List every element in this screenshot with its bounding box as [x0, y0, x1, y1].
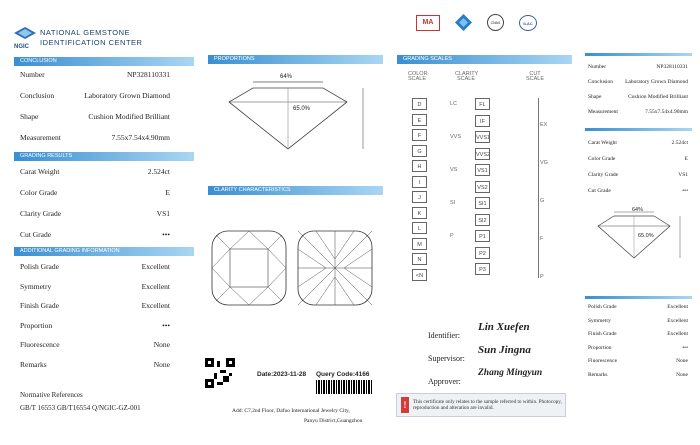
grade-row [20, 167, 170, 188]
cut-grade-label: P [540, 274, 544, 280]
summary-grades [588, 140, 688, 204]
row-value: Cushion Modified Brilliant [628, 94, 688, 100]
sig-role: Supervisor: [428, 354, 465, 363]
summary-top-rule [585, 53, 692, 56]
conclusion-row [20, 70, 170, 91]
color-grade-cell: I [412, 176, 427, 188]
grading-results-header: GRADING RESULTS [14, 152, 194, 161]
summary-row [588, 94, 688, 109]
row-value: Laboratory Grown Diamond [84, 91, 170, 100]
depth-pct: 65.0% [293, 106, 311, 112]
proportions-header: PROPORTIONS [208, 55, 383, 64]
summary-row [588, 109, 688, 124]
row-label: Remarks [588, 371, 608, 378]
additional-info-header: ADDITIONAL GRADING INFORMATION [14, 247, 194, 256]
summary-row [588, 156, 688, 172]
clarity-scale [450, 98, 495, 283]
row-value: 7.55x7.54x4.90mm [111, 133, 170, 142]
row-label: Finish Grade [588, 331, 617, 337]
info-row [20, 301, 170, 321]
clarity-grade-cell: P3 [475, 263, 490, 275]
row-label: Fluorescence [588, 358, 618, 364]
cut-grade-label: EX [540, 122, 548, 128]
row-label: Fluorescence [20, 340, 60, 349]
color-grade-cell: F [412, 129, 427, 141]
row-value: ••• [682, 344, 688, 351]
clarity-grade-cell: P1 [475, 230, 490, 242]
conclusion-row [20, 112, 170, 133]
row-label: Clarity Grade [588, 172, 619, 178]
summary-depth-pct: 65.0% [638, 233, 654, 239]
normative-title: Normative References [20, 391, 83, 399]
info-row [20, 282, 170, 302]
sig-supervisor: Sun Jingna [478, 344, 531, 356]
signature-row [428, 371, 461, 389]
summary-table-pct: 64% [632, 207, 644, 213]
color-grade-cell: K [412, 207, 427, 219]
info-row [20, 262, 170, 282]
summary-row [588, 304, 688, 318]
org-name-line2: IDENTIFICATION CENTER [40, 38, 143, 47]
color-grade-cell: L [412, 222, 427, 234]
info-row [20, 360, 170, 380]
color-grade-cell: H [412, 160, 427, 172]
row-value: E [165, 188, 170, 197]
clarity-grade-cell: SI1 [475, 197, 490, 209]
diamond-badge-icon [455, 14, 472, 31]
summary-row [588, 372, 688, 386]
pavilion-plot [296, 229, 374, 312]
summary-row [588, 64, 688, 79]
clarity-group-label: VVS [450, 134, 462, 140]
row-value: 2.524ct [147, 167, 170, 176]
row-value: ••• [162, 230, 170, 239]
disclaimer-box [396, 393, 566, 417]
summary-row [588, 345, 688, 359]
summary-row [588, 318, 688, 332]
summary-proportions-diagram [592, 206, 687, 266]
sig-approver: Zhang Mingyun [478, 368, 543, 378]
row-value: Cushion Modified Brilliant [88, 112, 170, 121]
clarity-grade-cell: SI2 [475, 214, 490, 226]
row-label: Cut Grade [588, 188, 611, 194]
issue-date: Date:2023-11-28 [257, 371, 307, 378]
row-label: Polish Grade [588, 304, 617, 310]
row-label: Polish Grade [20, 262, 59, 271]
row-label: Cut Grade [20, 230, 52, 239]
row-label: Clarity Grade [20, 209, 62, 218]
clarity-grade-cell: VVS1 [475, 131, 490, 143]
row-label: Symmetry [588, 317, 611, 324]
table-pct: 64% [280, 74, 293, 80]
address-line1: Add: C7,2nd Floor, Dafuo International Jewelry City, [232, 408, 350, 414]
row-value: VS1 [156, 209, 170, 218]
address-line2: Panyu District,Guangzhou [304, 418, 363, 424]
row-label: Carat Weight [588, 140, 617, 146]
clarity-characteristics-header: CLARITY CHARACTERISTICS [208, 186, 383, 195]
color-grade-cell: <N [412, 269, 427, 281]
row-value: E [684, 156, 688, 162]
org-name-line1: NATIONAL GEMSTONE [40, 28, 131, 37]
crown-plot [210, 229, 288, 312]
signature-row [428, 348, 465, 366]
color-scale [412, 98, 434, 283]
row-label: Conclusion [20, 91, 55, 100]
qr-code [205, 358, 235, 388]
row-label: Proportion [20, 320, 53, 330]
cut-grade-label: F [540, 236, 544, 242]
info-row [20, 321, 170, 341]
warning-icon: ! [401, 397, 409, 413]
cut-scale-title: CUT SCALE [525, 71, 545, 82]
color-scale-title: COLOR SCALE [408, 71, 428, 82]
row-label: Measurement [588, 109, 618, 115]
row-value: Laboratory Grown Diamond [625, 79, 688, 85]
logo-text: NGIC [14, 44, 29, 50]
row-value: None [153, 359, 170, 369]
color-grade-cell: N [412, 253, 427, 265]
row-value: Excellent [667, 317, 688, 324]
row-value: None [676, 358, 688, 364]
clarity-group-label: VS [450, 167, 458, 173]
clarity-scale-title: CLARITY SCALE [455, 71, 479, 82]
normative-refs: GB/T 16553 GB/T16554 Q/NGIC-GZ-001 [20, 404, 141, 412]
row-label: Number [588, 64, 607, 70]
summary-row [588, 79, 688, 94]
additional-info-list [20, 262, 170, 379]
row-value: Excellent [667, 304, 688, 310]
cut-grade-label: VG [540, 160, 548, 166]
proportions-diagram [225, 74, 375, 159]
row-value: 7.55x7.54x4.90mm [645, 109, 688, 115]
clarity-grade-cell: VVS2 [475, 148, 490, 160]
row-value: ••• [682, 188, 688, 194]
grade-row [20, 188, 170, 209]
cma-badge: MA [416, 15, 440, 31]
grading-results-list [20, 167, 170, 251]
summary-row [588, 140, 688, 156]
ilac-badge: ILAC [519, 15, 537, 31]
color-grade-cell: J [412, 191, 427, 203]
row-value: None [676, 371, 688, 378]
clarity-grade-cell: FL [475, 98, 490, 110]
sig-identifier: Lin Xuefen [478, 321, 530, 333]
row-label: Conclusion [588, 79, 614, 85]
conclusion-row [20, 133, 170, 154]
row-value: NP328110331 [656, 64, 688, 70]
ngic-logo [14, 26, 36, 50]
row-value: Excellent [141, 281, 170, 291]
row-value: ••• [162, 320, 170, 330]
conclusion-row [20, 91, 170, 112]
color-grade-cell: M [412, 238, 427, 250]
cut-scale [528, 98, 548, 283]
clarity-grade-cell: VS1 [475, 164, 490, 176]
row-label: Proportion [588, 344, 612, 351]
row-label: Shape [588, 94, 602, 100]
conclusion-list [20, 70, 170, 154]
sig-role: Approver: [428, 377, 461, 386]
grade-row [20, 209, 170, 230]
clarity-grade-cell: P2 [475, 247, 490, 259]
summary-row [588, 188, 688, 204]
row-label: Remarks [20, 359, 47, 369]
signature-row [428, 325, 460, 343]
clarity-grade-cell: VS2 [475, 181, 490, 193]
cut-grade-label: G [540, 198, 545, 204]
clarity-group-label: P [450, 233, 454, 239]
row-value: VS1 [678, 172, 688, 178]
clarity-group-label: LC [450, 101, 458, 107]
summary-row [588, 331, 688, 345]
info-row [20, 340, 170, 360]
query-code: Query Code:4166 [316, 371, 370, 378]
color-grade-cell: G [412, 145, 427, 157]
row-label: Finish Grade [20, 301, 59, 310]
row-label: Number [20, 70, 45, 79]
summary-mid-rule [585, 128, 692, 131]
row-label: Color Grade [588, 156, 616, 162]
row-label: Color Grade [20, 188, 58, 197]
summary-extra [588, 304, 688, 385]
summary-row [588, 358, 688, 372]
row-label: Measurement [20, 133, 61, 142]
summary-info [588, 64, 688, 124]
row-label: Carat Weight [20, 167, 60, 176]
barcode [316, 380, 372, 394]
row-value: NP328110331 [126, 70, 170, 79]
cnas-badge: CNAS [487, 14, 504, 31]
grading-scales-header: GRADING SCALES [397, 55, 572, 64]
row-label: Symmetry [20, 281, 52, 291]
accreditation-badges [416, 14, 537, 31]
color-grade-cell: E [412, 114, 427, 126]
conclusion-header: CONCLUSION [14, 57, 194, 66]
row-label: Shape [20, 112, 39, 121]
row-value: Excellent [141, 301, 170, 310]
row-value: None [153, 340, 170, 349]
clarity-grade-cell: IF [475, 115, 490, 127]
cut-scale-line [538, 98, 539, 278]
summary-row [588, 172, 688, 188]
clarity-group-label: SI [450, 200, 456, 206]
row-value: 2.524ct [671, 140, 688, 146]
sig-role: Identifier: [428, 331, 460, 340]
color-grade-cell: D [412, 98, 427, 110]
row-value: Excellent [667, 331, 688, 337]
row-value: Excellent [141, 262, 170, 271]
disclaimer-text: This certificate only relates to the sample referred to within. Photocopy, reproduction and alteration are invalid. [412, 399, 562, 411]
summary-low-rule [585, 296, 692, 299]
